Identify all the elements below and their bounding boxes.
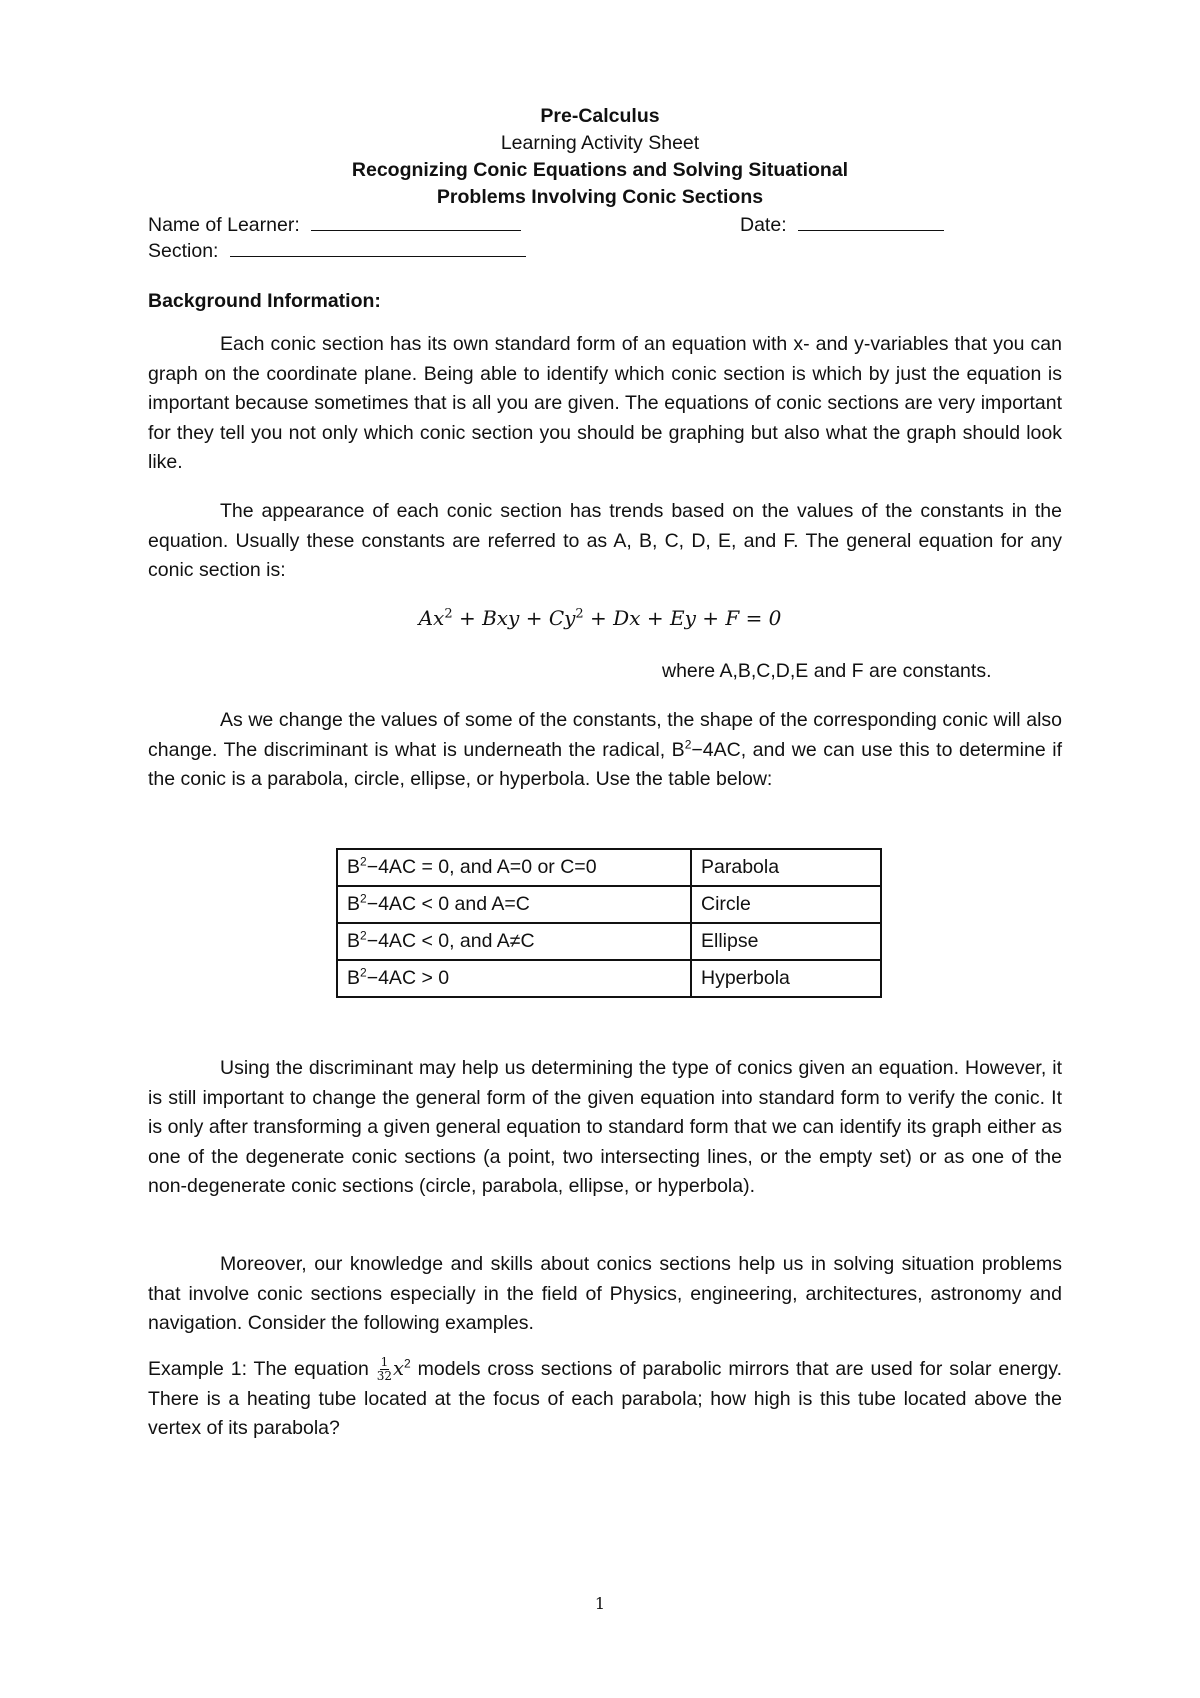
paragraph-5 (148, 1250, 1062, 1339)
table-row (337, 923, 881, 960)
general-equation: $Ax^2$ + Bxy + $Cy^2 + Dx + Ey + F = 0$ (418, 606, 782, 630)
paragraph-2-text: The appearance of each conic section has trends based on the values of the constants in the equation. Usually these constants are referred to as A, B, C, D, E, and F. The general equation for any conic section is: (148, 500, 1062, 581)
example-1-lead: Example 1: The equation (148, 1358, 376, 1380)
table-row (337, 886, 881, 923)
date-blank[interactable] (798, 212, 944, 231)
section-blank[interactable] (230, 238, 526, 257)
example-1-text: models cross sections of parabolic mirrors that are used for solar energy. There is a heating tube located at the focus of each parabola; how high is this tube located above the vertex of its parabola? (148, 1358, 1062, 1439)
subject-title: Pre-Calculus (540, 105, 660, 127)
example-1-variable: x (393, 1357, 405, 1380)
table-row (337, 849, 881, 886)
title-block (0, 103, 1200, 211)
section-label: Section: (148, 240, 219, 262)
date-label: Date: (740, 214, 787, 236)
paragraph-5-text: Moreover, our knowledge and skills about conics sections help us in solving situation problems that involve conic sections especially in the field of Physics, engineering, architectures, astronomy and navigation. Consider the following examples. (148, 1253, 1062, 1334)
condition-cell: $B^2-4AC < 0$ and A=C (337, 886, 691, 923)
conic-cell: Ellipse (691, 923, 881, 960)
constants-note: where A,B,C,D,E and F are constants. (662, 660, 992, 682)
condition-cell: $B^2-4AC < 0$, and A≠C (337, 923, 691, 960)
discriminant-table (336, 848, 882, 998)
name-label: Name of Learner: (148, 214, 300, 236)
paragraph-2 (148, 497, 1062, 586)
conic-cell: Hyperbola (691, 960, 881, 997)
date-field-row (740, 212, 944, 238)
fraction-denominator: 32 (376, 1369, 393, 1384)
fraction (377, 1356, 392, 1383)
conic-cell: Circle (691, 886, 881, 923)
condition-cell: $B^2-4AC = 0$, and A=0 or C=0 (337, 849, 691, 886)
condition-cell: $B^2-4AC > 0$ (337, 960, 691, 997)
name-blank[interactable] (311, 212, 521, 231)
title-line-1: Recognizing Conic Equations and Solving Situational (351, 159, 849, 181)
eq-part-2: + Bxy + Cy (452, 606, 576, 630)
paragraph-4-text: Using the discriminant may help us determining the type of conics given an equation. However, it is still important to change the general form of the given equation into standard form to verify the conic. It is only after transforming a given general equation to standard form that we can identify its graph either as one of the degenerate conic sections (a point, two intersecting lines, or the empty set) or as one of the non-degenerate conic sections (circle, parabola, ellipse, or hyperbola). (148, 1057, 1062, 1197)
eq-part-1: Ax (418, 606, 445, 630)
eq-part-3: + Dx + Ey + F = 0 (583, 606, 782, 630)
doc-type: Learning Activity Sheet (500, 132, 700, 154)
example-1: Example 1: The equation $\frac{1}{32}$ $x^2$ models cross sections of parabolic mirrors that are used for solar energy. There is a heating tube located at the focus of each parabola; how high is this tube located above the vertex of its parabola? (148, 1355, 1062, 1439)
background-heading: Background Information: (148, 290, 381, 312)
fraction-numerator: 1 (380, 1355, 389, 1370)
paragraph-1 (148, 330, 1062, 478)
section-field-row (148, 238, 526, 264)
title-line-2: Problems Involving Conic Sections (436, 186, 764, 208)
page-number: 1 (594, 1594, 606, 1613)
conic-cell: Parabola (691, 849, 881, 886)
paragraph-3-text-b: −4AC, and we can use this to determine if the conic is a parabola, circle, ellipse, or hyperbola. Use the table below: (148, 738, 1063, 790)
name-field-row (148, 212, 521, 238)
table-row (337, 960, 881, 997)
paragraph-3-text-a: As we change the values of some of the constants, the shape of the corresponding conic will also change. The discriminant is what is underneath the radical, B (148, 709, 1062, 761)
paragraph-1-text: Each conic section has its own standard form of an equation with x- and y-variables that you can graph on the coordinate plane. Being able to identify which conic section is which by just the equation is important because sometimes that is all you are given. The equations of conic sections are very important for they tell you not only which conic section you should be graphing but also what the graph should look like. (148, 333, 1062, 473)
paragraph-4 (148, 1054, 1062, 1202)
paragraph-3: As we change the values of some of the constants, the shape of the corresponding conic will also change. The discriminant is what is underneath the radical, $B^2-4AC$, and we can use this to determine if the conic is a parabola, circle, ellipse, or hyperbola. Use the table below: (148, 709, 1063, 790)
